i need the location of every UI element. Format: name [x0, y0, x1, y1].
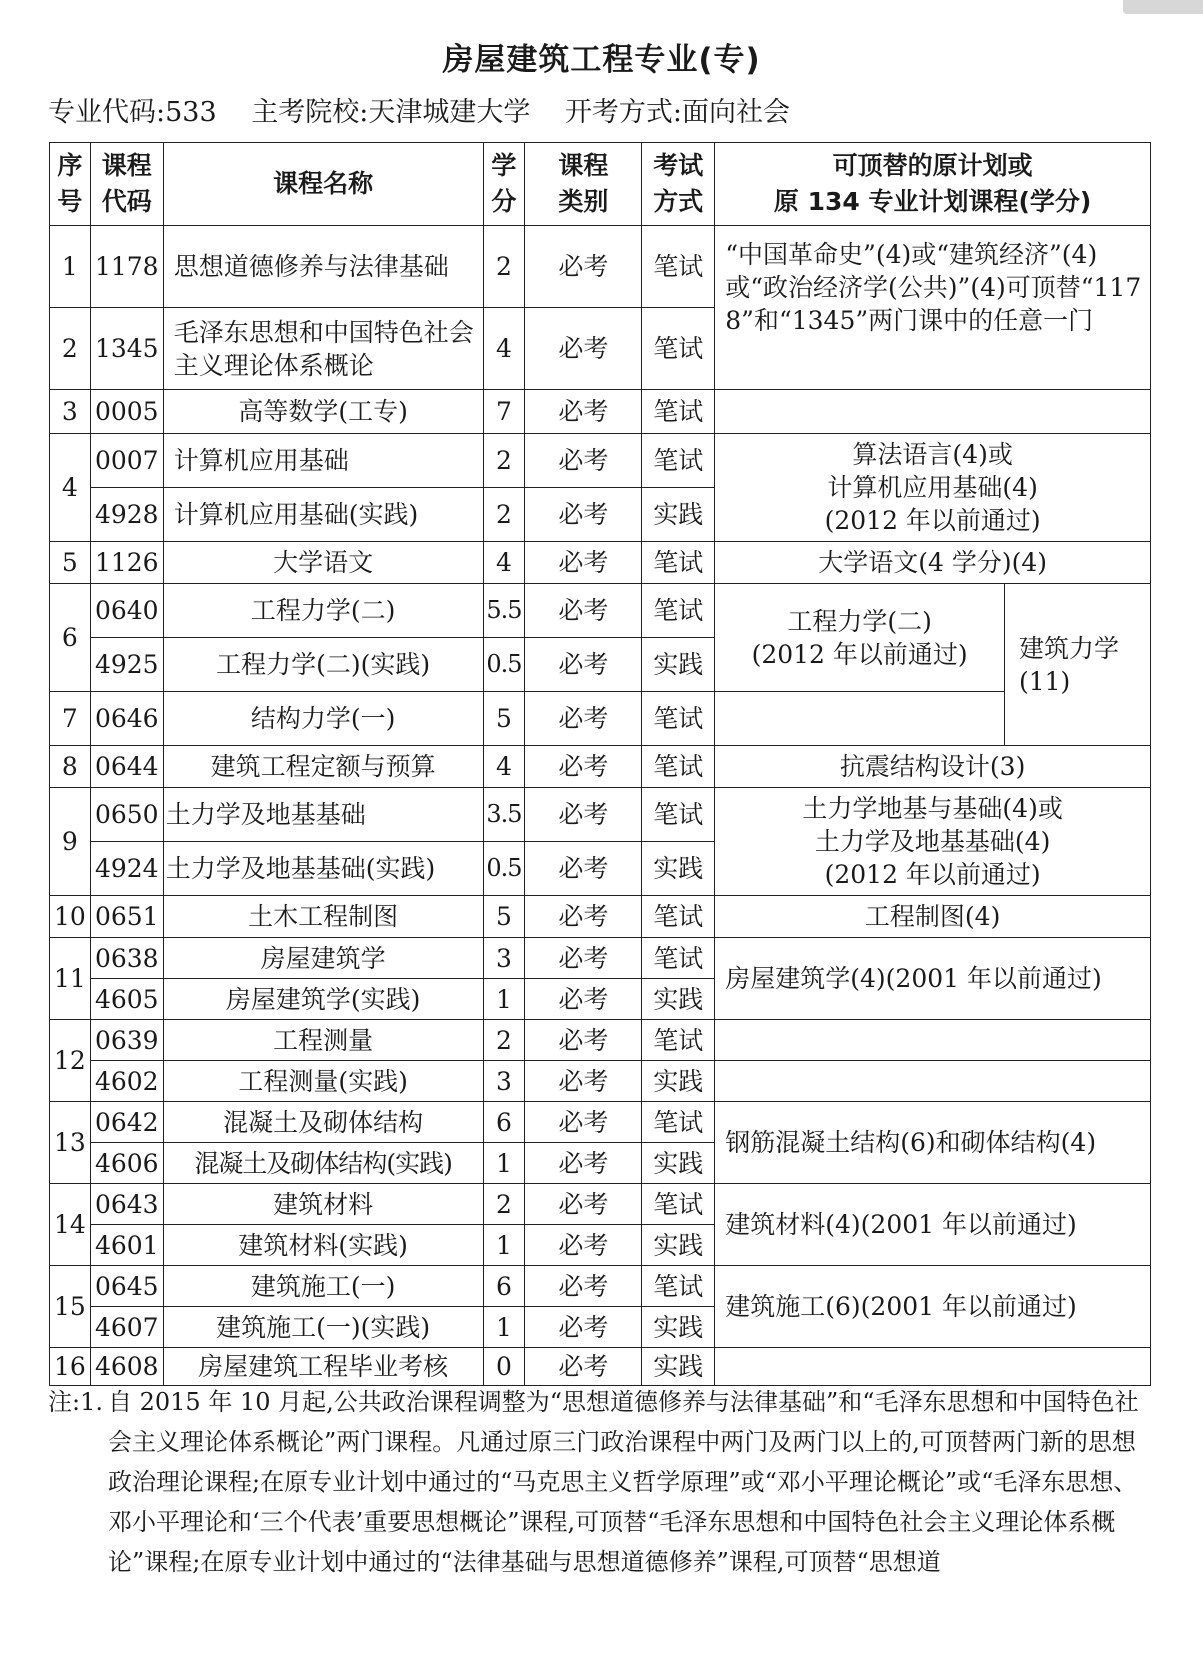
cell-no: 12 [50, 1020, 91, 1102]
page-corner-tab [1123, 0, 1203, 14]
cell-no: 11 [50, 938, 91, 1020]
cell-no: 2 [50, 308, 91, 390]
cell-name: 土力学及地基基础(实践) [163, 842, 483, 896]
cell-name: 工程力学(二)(实践) [163, 638, 483, 692]
cell-replace-empty [715, 1020, 1151, 1061]
cell-code: 4605 [90, 979, 163, 1020]
header-replace: 可顶替的原计划或 原 134 专业计划课程(学分) [715, 143, 1151, 226]
table-row [50, 1061, 1151, 1102]
table-row [50, 434, 1151, 488]
cell-no: 15 [50, 1266, 91, 1348]
cell-name: 毛泽东思想和中国特色社会主义理论体系概论 [163, 308, 483, 390]
cell-exam: 笔试 [642, 1266, 715, 1307]
cell-replace-quota: 抗震结构设计(3) [715, 746, 1151, 788]
cell-replace-politics: “中国革命史”(4)或“建筑经济”(4)或“政治经济学(公共)”(4)可顶替“1178”和“1345”两门课中的任意一门 [715, 226, 1151, 390]
cell-replace-building: 房屋建筑学(4)(2001 年以前通过) [715, 938, 1151, 1020]
cell-exam: 实践 [642, 842, 715, 896]
cell-exam: 笔试 [642, 308, 715, 390]
cell-exam: 笔试 [642, 788, 715, 842]
cell-credit: 0.5 [483, 638, 525, 692]
cell-replace-concrete: 钢筋混凝土结构(6)和砌体结构(4) [715, 1102, 1151, 1184]
cell-credit: 6 [483, 1102, 525, 1143]
cell-type: 必考 [525, 638, 642, 692]
cell-replace-empty [715, 390, 1151, 434]
cell-type: 必考 [525, 1143, 642, 1184]
cell-exam: 实践 [642, 979, 715, 1020]
cell-exam: 笔试 [642, 1184, 715, 1225]
cell-type: 必考 [525, 1266, 642, 1307]
cell-no: 7 [50, 692, 91, 746]
cell-name: 建筑材料 [163, 1184, 483, 1225]
cell-no: 14 [50, 1184, 91, 1266]
cell-type: 必考 [525, 1348, 642, 1386]
cell-exam: 笔试 [642, 226, 715, 308]
host-school: 主考院校:天津城建大学 [251, 97, 531, 128]
cell-name: 混凝土及砌体结构 [163, 1102, 483, 1143]
course-plan-table [49, 142, 1151, 1386]
note-text: 自 2015 年 10 月起,公共政治课程调整为“思想道德修养与法律基础”和“毛泽东思想和中国特色社会主义理论体系概论”两门课程。凡通过原三门政治课程中两门及两门以上的,可顶替两门新的思想政治理论课程;在原专业计划中通过的“马克思主义哲学原理”或“邓小平理论概论”或“毛泽东思想、邓小平理论和‘三个代表’重要思想概论”课程,可顶替“毛泽东思想和中国特色社会主义理论体系概论”课程;在原专业计划中通过的“法律基础与思想道德修养”课程,可顶替“思想道 [108, 1388, 1139, 1576]
cell-credit: 5 [483, 692, 525, 746]
cell-credit: 4 [483, 308, 525, 390]
cell-type: 必考 [525, 390, 642, 434]
cell-code: 4928 [90, 488, 163, 542]
cell-exam: 笔试 [642, 1102, 715, 1143]
cell-type: 必考 [525, 488, 642, 542]
cell-code: 1345 [90, 308, 163, 390]
cell-exam: 实践 [642, 638, 715, 692]
cell-exam: 实践 [642, 1061, 715, 1102]
header-no: 序 号 [50, 143, 91, 226]
cell-replace-empty [715, 1348, 1151, 1386]
cell-exam: 笔试 [642, 1020, 715, 1061]
program-code: 专业代码:533 [48, 97, 217, 128]
cell-name: 土力学及地基基础 [163, 788, 483, 842]
cell-type: 必考 [525, 842, 642, 896]
table-row [50, 692, 1151, 746]
cell-no: 1 [50, 226, 91, 308]
cell-name: 工程测量 [163, 1020, 483, 1061]
header-exam: 考试 方式 [642, 143, 715, 226]
cell-type: 必考 [525, 1020, 642, 1061]
cell-replace-chinese: 大学语文(4 学分)(4) [715, 542, 1151, 584]
cell-credit: 1 [483, 979, 525, 1020]
cell-credit: 2 [483, 1020, 525, 1061]
cell-credit: 1 [483, 1143, 525, 1184]
cell-name: 建筑施工(一)(实践) [163, 1307, 483, 1348]
cell-credit: 2 [483, 434, 525, 488]
cell-no: 13 [50, 1102, 91, 1184]
table-row [50, 1266, 1151, 1307]
cell-type: 必考 [525, 1184, 642, 1225]
cell-code: 4602 [90, 1061, 163, 1102]
cell-replace-soil: 土力学地基与基础(4)或 土力学及地基基础(4) (2012 年以前通过) [715, 788, 1151, 896]
cell-no: 3 [50, 390, 91, 434]
cell-credit: 3 [483, 938, 525, 979]
cell-code: 4608 [90, 1348, 163, 1386]
table-row [50, 1184, 1151, 1225]
cell-exam: 笔试 [642, 434, 715, 488]
cell-code: 0639 [90, 1020, 163, 1061]
cell-credit: 4 [483, 746, 525, 788]
cell-exam: 笔试 [642, 542, 715, 584]
cell-code: 0643 [90, 1184, 163, 1225]
cell-type: 必考 [525, 746, 642, 788]
cell-code: 0646 [90, 692, 163, 746]
cell-no: 5 [50, 542, 91, 584]
cell-exam: 实践 [642, 1348, 715, 1386]
cell-code: 4607 [90, 1307, 163, 1348]
cell-replace-drawing: 工程制图(4) [715, 896, 1151, 938]
exam-mode: 开考方式:面向社会 [564, 97, 791, 128]
page-title: 房屋建筑工程专业(专) [442, 42, 761, 78]
cell-exam: 笔试 [642, 746, 715, 788]
cell-name: 混凝土及砌体结构(实践) [163, 1143, 483, 1184]
cell-name: 房屋建筑学 [163, 938, 483, 979]
table-row [50, 1020, 1151, 1061]
cell-code: 1178 [90, 226, 163, 308]
cell-no: 4 [50, 434, 91, 542]
table-row [50, 390, 1151, 434]
cell-code: 0007 [90, 434, 163, 488]
cell-code: 4601 [90, 1225, 163, 1266]
cell-replace-arch-mechanics: 建筑力学 (11) [1004, 584, 1150, 746]
cell-no: 9 [50, 788, 91, 896]
header-name: 课程名称 [163, 143, 483, 226]
cell-credit: 5.5 [483, 584, 525, 638]
cell-replace-empty [715, 692, 1005, 746]
cell-no: 16 [50, 1348, 91, 1386]
table-row [50, 584, 1151, 638]
cell-no: 6 [50, 584, 91, 692]
cell-replace-materials: 建筑材料(4)(2001 年以前通过) [715, 1184, 1151, 1266]
cell-code: 4924 [90, 842, 163, 896]
cell-type: 必考 [525, 788, 642, 842]
cell-credit: 2 [483, 226, 525, 308]
cell-replace-construction: 建筑施工(6)(2001 年以前通过) [715, 1266, 1151, 1348]
cell-type: 必考 [525, 1225, 642, 1266]
cell-type: 必考 [525, 938, 642, 979]
cell-exam: 笔试 [642, 692, 715, 746]
header-type: 课程 类别 [525, 143, 642, 226]
cell-code: 0640 [90, 584, 163, 638]
cell-credit: 1 [483, 1225, 525, 1266]
cell-credit: 7 [483, 390, 525, 434]
cell-exam: 笔试 [642, 896, 715, 938]
header-code: 课程 代码 [90, 143, 163, 226]
cell-replace-mechanics: 工程力学(二) (2012 年以前通过) [715, 584, 1005, 692]
cell-name: 思想道德修养与法律基础 [163, 226, 483, 308]
cell-name: 工程力学(二) [163, 584, 483, 638]
table-row [50, 788, 1151, 842]
cell-name: 工程测量(实践) [163, 1061, 483, 1102]
cell-credit: 3.5 [483, 788, 525, 842]
cell-type: 必考 [525, 1307, 642, 1348]
table-row [50, 746, 1151, 788]
table-row [50, 1348, 1151, 1386]
table-row [50, 542, 1151, 584]
table-row [50, 938, 1151, 979]
cell-credit: 5 [483, 896, 525, 938]
cell-code: 0651 [90, 896, 163, 938]
cell-code: 0642 [90, 1102, 163, 1143]
program-meta [48, 90, 790, 129]
cell-replace-empty [715, 1061, 1151, 1102]
cell-type: 必考 [525, 542, 642, 584]
cell-name: 房屋建筑学(实践) [163, 979, 483, 1020]
cell-exam: 实践 [642, 1143, 715, 1184]
cell-exam: 笔试 [642, 584, 715, 638]
cell-exam: 实践 [642, 1307, 715, 1348]
cell-exam: 笔试 [642, 938, 715, 979]
cell-name: 土木工程制图 [163, 896, 483, 938]
cell-type: 必考 [525, 1102, 642, 1143]
header-credit: 学 分 [483, 143, 525, 226]
cell-name: 结构力学(一) [163, 692, 483, 746]
cell-code: 0650 [90, 788, 163, 842]
cell-name: 房屋建筑工程毕业考核 [163, 1348, 483, 1386]
cell-exam: 笔试 [642, 390, 715, 434]
cell-code: 0005 [90, 390, 163, 434]
cell-credit: 3 [483, 1061, 525, 1102]
cell-type: 必考 [525, 1061, 642, 1102]
cell-code: 0645 [90, 1266, 163, 1307]
cell-name: 计算机应用基础(实践) [163, 488, 483, 542]
cell-credit: 6 [483, 1266, 525, 1307]
note-label: 注:1. [48, 1388, 103, 1416]
cell-credit: 2 [483, 488, 525, 542]
cell-credit: 0.5 [483, 842, 525, 896]
cell-code: 4606 [90, 1143, 163, 1184]
cell-credit: 4 [483, 542, 525, 584]
table-row [50, 226, 1151, 308]
cell-exam: 实践 [642, 488, 715, 542]
cell-type: 必考 [525, 308, 642, 390]
cell-type: 必考 [525, 584, 642, 638]
cell-type: 必考 [525, 979, 642, 1020]
cell-code: 0644 [90, 746, 163, 788]
cell-credit: 2 [483, 1184, 525, 1225]
cell-no: 8 [50, 746, 91, 788]
cell-type: 必考 [525, 434, 642, 488]
cell-name: 计算机应用基础 [163, 434, 483, 488]
cell-name: 大学语文 [163, 542, 483, 584]
cell-type: 必考 [525, 692, 642, 746]
cell-no: 10 [50, 896, 91, 938]
cell-credit: 1 [483, 1307, 525, 1348]
table-row [50, 896, 1151, 938]
cell-credit: 0 [483, 1348, 525, 1386]
cell-name: 高等数学(工专) [163, 390, 483, 434]
cell-code: 4925 [90, 638, 163, 692]
cell-replace-computer: 算法语言(4)或 计算机应用基础(4) (2012 年以前通过) [715, 434, 1151, 542]
cell-type: 必考 [525, 896, 642, 938]
cell-code: 1126 [90, 542, 163, 584]
table-row [50, 1102, 1151, 1143]
cell-name: 建筑材料(实践) [163, 1225, 483, 1266]
cell-type: 必考 [525, 226, 642, 308]
cell-code: 0638 [90, 938, 163, 979]
cell-name: 建筑工程定额与预算 [163, 746, 483, 788]
cell-exam: 实践 [642, 1225, 715, 1266]
table-header-row [50, 143, 1151, 226]
cell-name: 建筑施工(一) [163, 1266, 483, 1307]
